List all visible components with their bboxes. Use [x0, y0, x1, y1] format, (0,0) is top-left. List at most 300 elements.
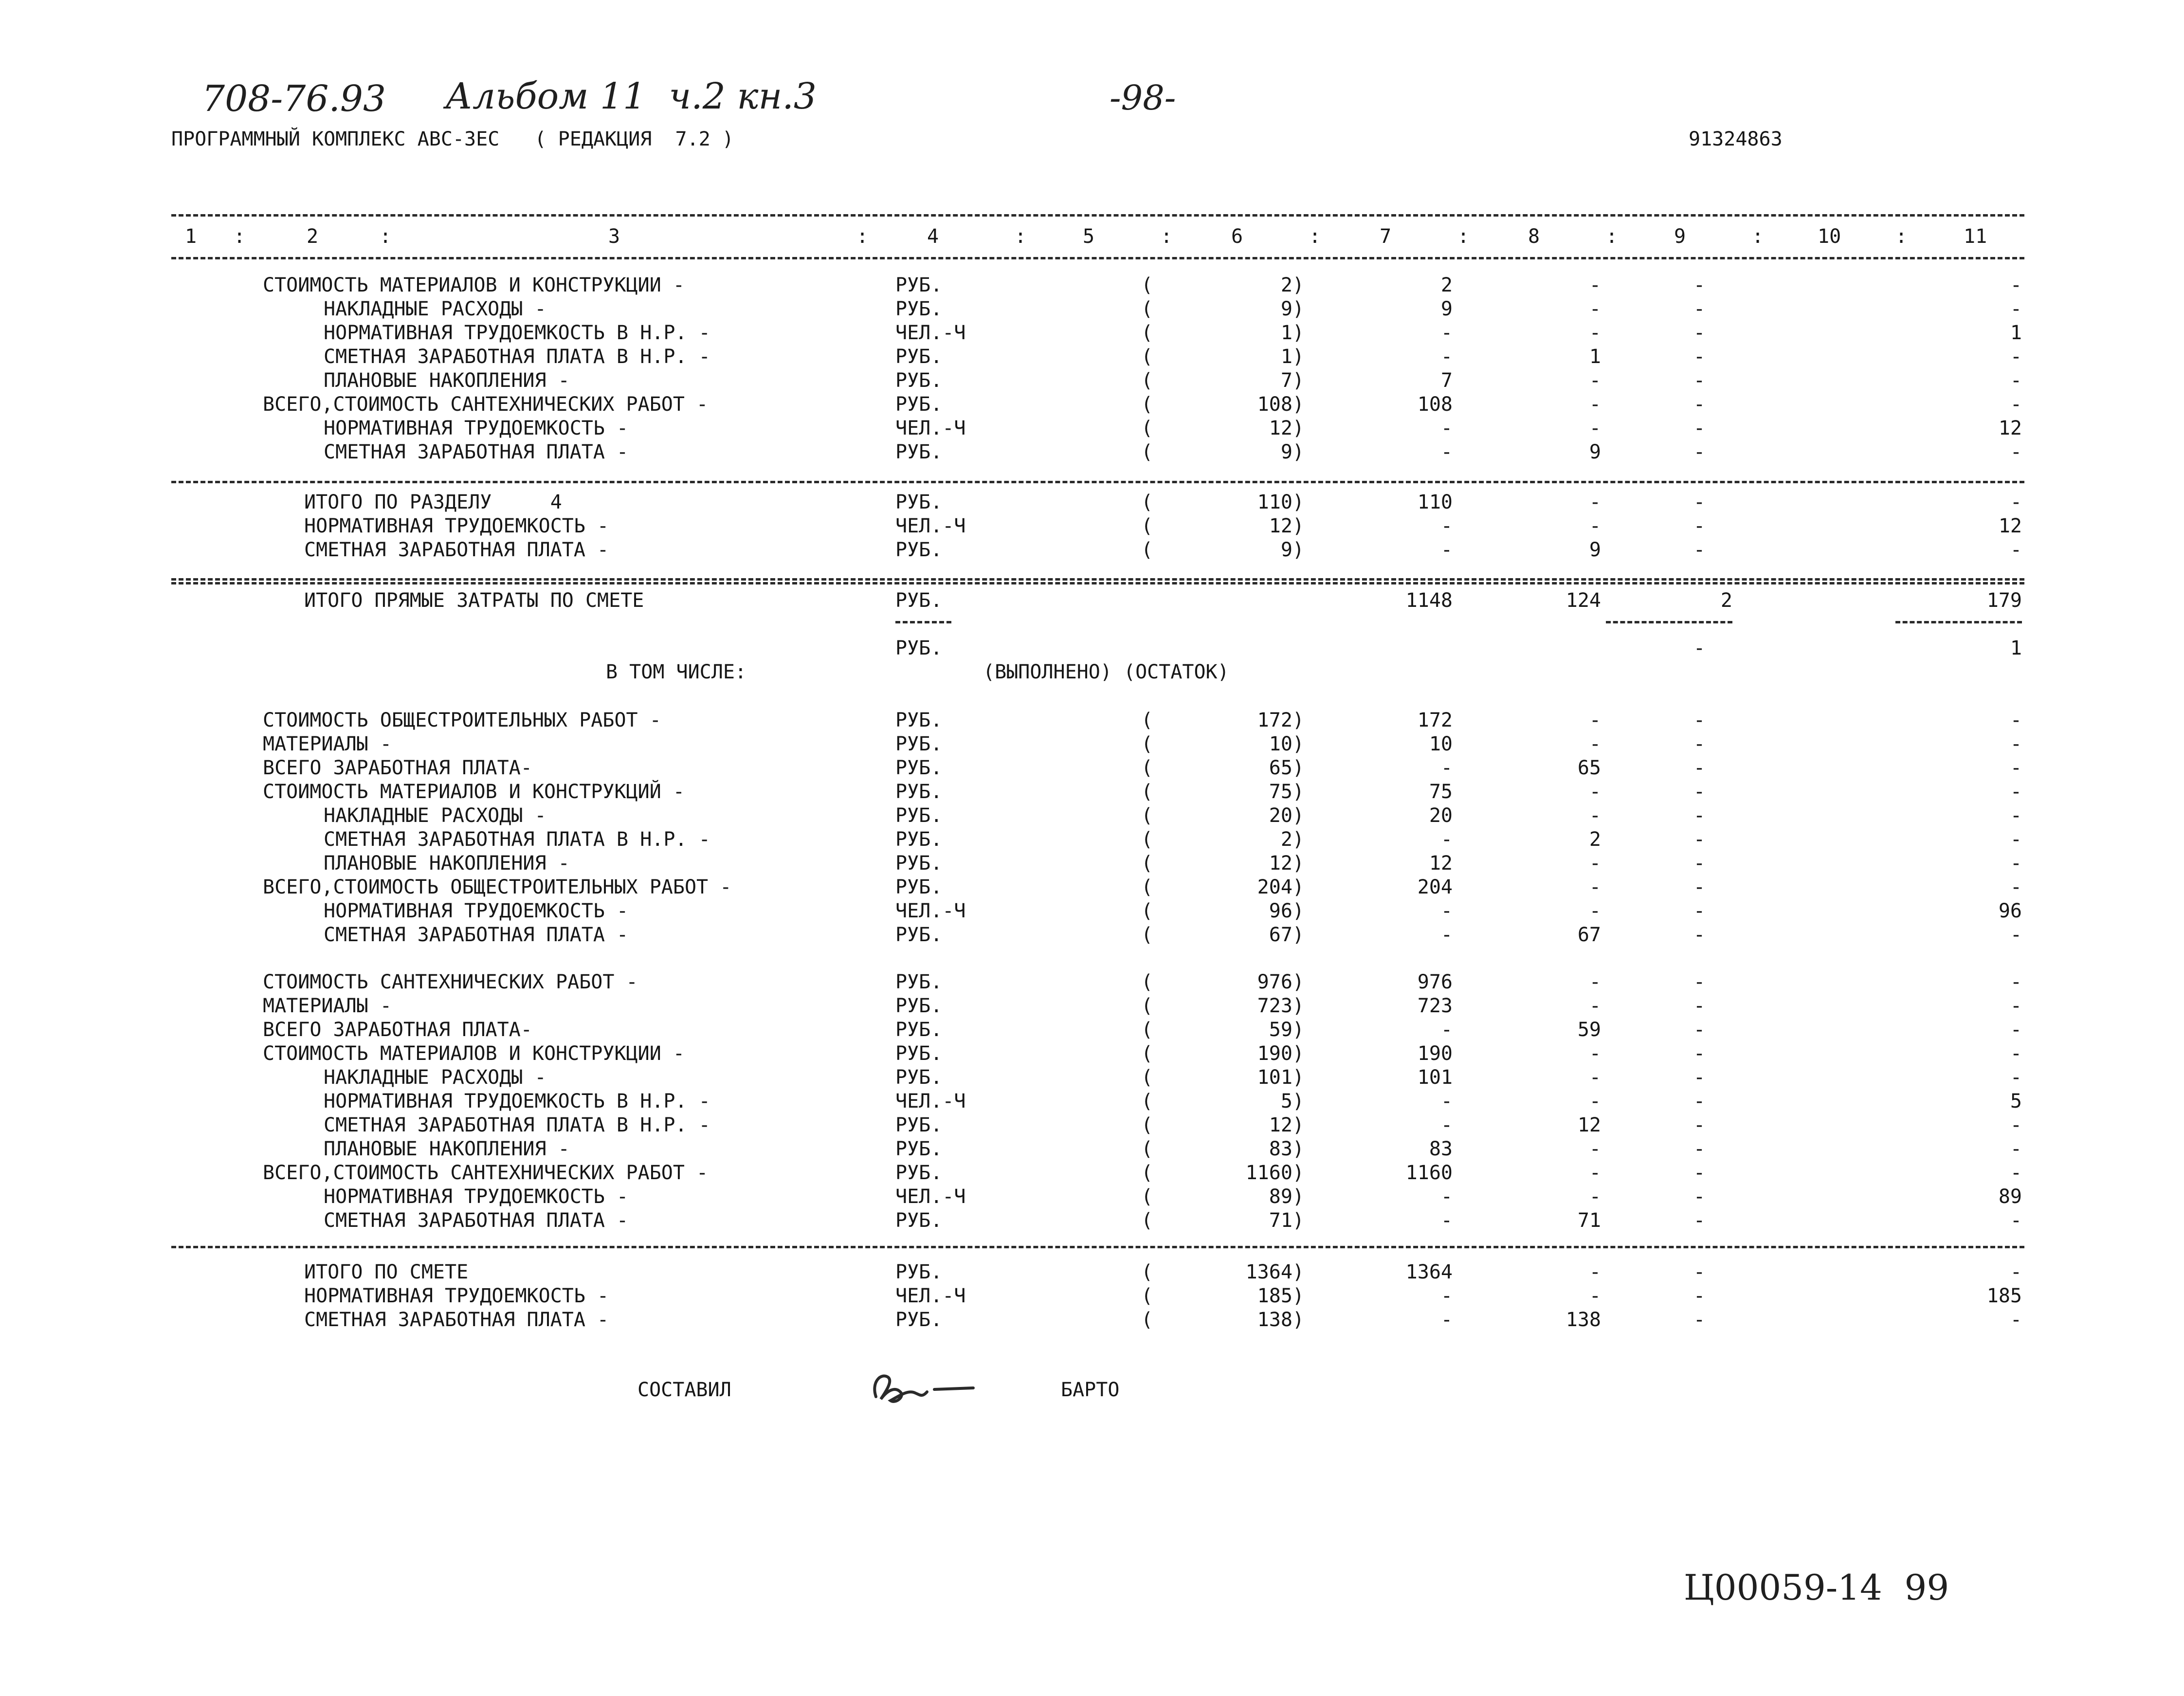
header-rule-bottom — [171, 257, 2024, 259]
cell-col11: 1 — [2010, 322, 2022, 344]
open-paren: ( — [1141, 539, 1153, 561]
cell-col9: - — [1693, 1309, 1706, 1331]
row-unit: ЧЕЛ.-Ч — [895, 417, 966, 439]
table-row — [0, 1284, 2184, 1308]
row-label: ИТОГО ПРЯМЫЕ ЗАТРАТЫ ПО СМЕТЕ — [304, 589, 644, 612]
cell-col9: - — [1693, 1209, 1706, 1232]
row-unit: РУБ. — [895, 995, 943, 1017]
direct-costs-row — [0, 589, 2184, 613]
table-row — [0, 297, 2184, 321]
column-separator: : — [856, 225, 869, 248]
cell-col9: - — [1693, 971, 1706, 993]
open-paren: ( — [1141, 1285, 1153, 1307]
cell-col9: - — [1693, 1185, 1706, 1208]
cell-col11: - — [2010, 971, 2022, 993]
cell-col6: 9) — [1280, 298, 1304, 320]
cell-col9: - — [1693, 1114, 1706, 1136]
open-paren: ( — [1141, 274, 1153, 296]
cell-col9: - — [1693, 491, 1706, 513]
cell-col9: - — [1693, 924, 1706, 946]
open-paren: ( — [1141, 369, 1153, 392]
row-label: СТОИМОСТЬ МАТЕРИАЛОВ И КОНСТРУКЦИИ - — [263, 274, 685, 296]
row-label: ПЛАНОВЫЕ НАКОПЛЕНИЯ - — [324, 1138, 570, 1160]
row-label: НОРМАТИВНАЯ ТРУДОЕМКОСТЬ - — [324, 900, 629, 922]
cell-col7: - — [1440, 1185, 1453, 1208]
cell-col11: - — [2010, 1019, 2022, 1041]
column-separator: : — [1606, 225, 1618, 248]
cell-col11: - — [2010, 924, 2022, 946]
row-unit: РУБ. — [895, 346, 943, 368]
cell-col7: 10 — [1429, 733, 1453, 755]
row-label: СМЕТНАЯ ЗАРАБОТНАЯ ПЛАТА - — [324, 1209, 629, 1232]
cell-col11: - — [2010, 876, 2022, 898]
header-rule-top — [171, 214, 2024, 217]
cell-col8: - — [1589, 274, 1601, 296]
cell-col9: - — [1693, 515, 1706, 537]
cell-col8: 12 — [1577, 1114, 1601, 1136]
row-label: НАКЛАДНЫЕ РАСХОДЫ - — [324, 1066, 546, 1089]
archive-stamp: Ц00059-14 99 — [1684, 1567, 1949, 1608]
cell-col9: - — [1693, 1138, 1706, 1160]
cell-col6: 976) — [1257, 971, 1304, 993]
cell-col8: - — [1589, 1090, 1601, 1112]
divider-rule — [1895, 621, 2022, 623]
row-unit: РУБ. — [895, 441, 943, 463]
cell-col11: - — [2010, 1162, 2022, 1184]
cell-col8: - — [1589, 876, 1601, 898]
cell-col11: - — [2010, 491, 2022, 513]
cell-col7: 723 — [1417, 995, 1453, 1017]
cell-col8: - — [1589, 1066, 1601, 1089]
executed-remaining-label: (ВЫПОЛНЕНО) (ОСТАТОК) — [983, 661, 1229, 683]
table-row — [0, 756, 2184, 780]
cell-col6: 1364) — [1245, 1261, 1304, 1283]
compiled-by-label: СОСТАВИЛ — [637, 1379, 731, 1401]
row-unit: РУБ. — [895, 1066, 943, 1089]
cell-col6: 10) — [1269, 733, 1304, 755]
cell-col9: - — [1693, 1019, 1706, 1041]
including-row — [0, 660, 2184, 684]
cell-col7: - — [1440, 1285, 1453, 1307]
cell-col8: - — [1589, 393, 1601, 416]
row-label: МАТЕРИАЛЫ - — [263, 995, 392, 1017]
cell-col9: - — [1693, 1090, 1706, 1112]
cell-col8: - — [1589, 369, 1601, 392]
row-unit: РУБ. — [895, 1162, 943, 1184]
cell-col9: - — [1693, 322, 1706, 344]
table-row — [0, 393, 2184, 417]
cell-col8: - — [1589, 781, 1601, 803]
cell-col11: - — [2010, 995, 2022, 1017]
row-unit: РУБ. — [895, 539, 943, 561]
cell-col11: 89 — [1998, 1185, 2022, 1208]
table-row — [0, 1308, 2184, 1332]
cell-col7: - — [1440, 1090, 1453, 1112]
cell-col8: 9 — [1589, 441, 1601, 463]
cell-col6: 172) — [1257, 709, 1304, 731]
cell-col8: 71 — [1577, 1209, 1601, 1232]
row-unit: РУБ. — [895, 1019, 943, 1041]
cell-col11: - — [2010, 393, 2022, 416]
row-label: СМЕТНАЯ ЗАРАБОТНАЯ ПЛАТА В Н.Р. - — [324, 828, 710, 851]
cell-col6: 71) — [1269, 1209, 1304, 1232]
cell-col9: - — [1693, 828, 1706, 851]
document-code: 708-76.93 — [202, 78, 386, 120]
row-label: СМЕТНАЯ ЗАРАБОТНАЯ ПЛАТА - — [304, 539, 609, 561]
cell-col8: - — [1589, 1185, 1601, 1208]
divider-rule — [171, 582, 2024, 584]
cell-col6: 75) — [1269, 781, 1304, 803]
open-paren: ( — [1141, 757, 1153, 779]
row-label: СТОИМОСТЬ МАТЕРИАЛОВ И КОНСТРУКЦИЙ - — [263, 781, 685, 803]
row-label: ПЛАНОВЫЕ НАКОПЛЕНИЯ - — [324, 369, 570, 392]
cell-col6: 185) — [1257, 1285, 1304, 1307]
row-label: НАКЛАДНЫЕ РАСХОДЫ - — [324, 804, 546, 827]
row-label: ИТОГО ПО РАЗДЕЛУ 4 — [304, 491, 562, 513]
cell-col9: - — [1693, 804, 1706, 827]
cell-col7: 9 — [1440, 298, 1453, 320]
cell-col8: 138 — [1565, 1309, 1601, 1331]
table-row — [0, 1260, 2184, 1284]
cell-col6: 108) — [1257, 393, 1304, 416]
cell-col7: 75 — [1429, 781, 1453, 803]
cell-col8: - — [1589, 804, 1601, 827]
cell-col7: 204 — [1417, 876, 1453, 898]
row-unit: РУБ. — [895, 393, 943, 416]
cell-col7: 172 — [1417, 709, 1453, 731]
row-label: СМЕТНАЯ ЗАРАБОТНАЯ ПЛАТА - — [304, 1309, 609, 1331]
table-row — [0, 852, 2184, 875]
cell-col11: - — [2010, 369, 2022, 392]
table-row — [0, 1137, 2184, 1161]
page-number: -98- — [1110, 78, 1176, 118]
table-row — [0, 994, 2184, 1018]
cell-col11: 185 — [1986, 1285, 2022, 1307]
table-row — [0, 923, 2184, 947]
cell-col7: - — [1440, 1114, 1453, 1136]
cell-col7: - — [1440, 900, 1453, 922]
cell-col9: - — [1693, 852, 1706, 875]
cell-col9: - — [1693, 417, 1706, 439]
cell-col6: 9) — [1280, 441, 1304, 463]
row-unit: РУБ. — [895, 1114, 943, 1136]
cell-col11: - — [2010, 733, 2022, 755]
table-row — [0, 780, 2184, 804]
cell-col11: - — [2010, 852, 2022, 875]
row-unit: ЧЕЛ.-Ч — [895, 1285, 966, 1307]
open-paren: ( — [1141, 322, 1153, 344]
cell-col9: - — [1693, 369, 1706, 392]
cell-col7: 7 — [1440, 369, 1453, 392]
cell-col9: - — [1693, 1042, 1706, 1065]
row-unit: РУБ. — [895, 369, 943, 392]
cell-col6: 7) — [1280, 369, 1304, 392]
row-label: НОРМАТИВНАЯ ТРУДОЕМКОСТЬ - — [324, 417, 629, 439]
cell-col8: - — [1589, 709, 1601, 731]
cell-col6: 2) — [1280, 274, 1304, 296]
cell-col6: 190) — [1257, 1042, 1304, 1065]
open-paren: ( — [1141, 709, 1153, 731]
document-id: 91324863 — [1689, 128, 1783, 150]
open-paren: ( — [1141, 1066, 1153, 1089]
cell-col9: - — [1693, 441, 1706, 463]
open-paren: ( — [1141, 298, 1153, 320]
row-unit: РУБ. — [895, 971, 943, 993]
cell-col7: 1160 — [1405, 1162, 1453, 1184]
cell-col6: 723) — [1257, 995, 1304, 1017]
row-label: ВСЕГО,СТОИМОСТЬ САНТЕХНИЧЕСКИХ РАБОТ - — [263, 393, 709, 416]
row-label: НОРМАТИВНАЯ ТРУДОЕМКОСТЬ - — [304, 1285, 609, 1307]
cell-col6: 1) — [1280, 322, 1304, 344]
row-unit: РУБ. — [895, 1042, 943, 1065]
cell-col8: - — [1589, 515, 1601, 537]
open-paren: ( — [1141, 1261, 1153, 1283]
open-paren: ( — [1141, 828, 1153, 851]
column-number: 9 — [1674, 225, 1686, 248]
row-unit: РУБ. — [895, 1209, 943, 1232]
row-unit: РУБ. — [895, 852, 943, 875]
cell-col7: 1364 — [1405, 1261, 1453, 1283]
cell-col11: - — [2010, 709, 2022, 731]
open-paren: ( — [1141, 515, 1153, 537]
column-number-row — [0, 225, 2184, 249]
cell-col6: 89) — [1269, 1185, 1304, 1208]
cell-col8: - — [1589, 900, 1601, 922]
cell-col11: - — [2010, 298, 2022, 320]
cell-col6: 12) — [1269, 515, 1304, 537]
row-label: МАТЕРИАЛЫ - — [263, 733, 392, 755]
table-row — [0, 1185, 2184, 1209]
cell-col9: - — [1693, 995, 1706, 1017]
cell-col9: - — [1693, 346, 1706, 368]
row-unit: РУБ. — [895, 924, 943, 946]
cell-col11: 5 — [2010, 1090, 2022, 1112]
cell-col9: - — [1693, 876, 1706, 898]
open-paren: ( — [1141, 1162, 1153, 1184]
row-unit: ЧЕЛ.-Ч — [895, 322, 966, 344]
cell-col7: 110 — [1417, 491, 1453, 513]
cell-col8: - — [1589, 733, 1601, 755]
table-row — [0, 538, 2184, 562]
row-label: ПЛАНОВЫЕ НАКОПЛЕНИЯ - — [324, 852, 570, 875]
cell-col7: - — [1440, 515, 1453, 537]
cell-col8: - — [1589, 995, 1601, 1017]
row-unit: РУБ. — [895, 804, 943, 827]
cell-col7: - — [1440, 441, 1453, 463]
divider-rule — [1606, 621, 1732, 623]
direct-costs-row-2 — [0, 637, 2184, 660]
cell-col11: - — [2010, 781, 2022, 803]
divider-rule — [171, 1246, 2024, 1248]
row-unit: ЧЕЛ.-Ч — [895, 900, 966, 922]
row-label: СТОИМОСТЬ ОБЩЕСТРОИТЕЛЬНЫХ РАБОТ - — [263, 709, 661, 731]
table-row — [0, 1113, 2184, 1137]
table-row — [0, 828, 2184, 852]
program-line: ПРОГРАММНЫЙ КОМПЛЕКС АВС-3ЕС ( РЕДАКЦИЯ 7.2 ) — [171, 128, 734, 150]
table-row — [0, 1090, 2184, 1113]
row-label: ИТОГО ПО СМЕТЕ — [304, 1261, 469, 1283]
cell-col7: 2 — [1440, 274, 1453, 296]
cell-col11: - — [2010, 1066, 2022, 1089]
cell-col9: - — [1693, 781, 1706, 803]
cell-col11: - — [2010, 346, 2022, 368]
column-number: 1 — [185, 225, 197, 248]
cell-col6: 20) — [1269, 804, 1304, 827]
row-unit: РУБ. — [895, 491, 943, 513]
column-number: 4 — [927, 225, 939, 248]
cell-col9: - — [1693, 298, 1706, 320]
cell-col7: 976 — [1417, 971, 1453, 993]
divider-rule — [895, 621, 951, 623]
cell-col7: 12 — [1429, 852, 1453, 875]
cell-col8: - — [1589, 1042, 1601, 1065]
column-number: 8 — [1528, 225, 1540, 248]
cell-col6: 9) — [1280, 539, 1304, 561]
column-separator: : — [1895, 225, 1908, 248]
row-unit: ЧЕЛ.-Ч — [895, 515, 966, 537]
column-number: 7 — [1380, 225, 1392, 248]
row-unit: РУБ. — [895, 637, 943, 659]
cell-col8: 1 — [1589, 346, 1601, 368]
cell-col6: 12) — [1269, 1114, 1304, 1136]
column-separator: : — [1161, 225, 1173, 248]
row-unit: РУБ. — [895, 589, 943, 612]
table-row — [0, 875, 2184, 899]
cell-col8: 65 — [1577, 757, 1601, 779]
cell-col6: 138) — [1257, 1309, 1304, 1331]
open-paren: ( — [1141, 995, 1153, 1017]
cell-col7: - — [1440, 1019, 1453, 1041]
cell-col11: 12 — [1998, 515, 2022, 537]
cell-col9: - — [1693, 1066, 1706, 1089]
cell-col6: 12) — [1269, 417, 1304, 439]
cell-col11: - — [2010, 441, 2022, 463]
row-label: СМЕТНАЯ ЗАРАБОТНАЯ ПЛАТА - — [324, 441, 629, 463]
cell-col7: 83 — [1429, 1138, 1453, 1160]
column-number: 11 — [1964, 225, 1987, 248]
cell-col7: - — [1440, 417, 1453, 439]
divider-rule — [171, 578, 2024, 581]
cell-col7: 20 — [1429, 804, 1453, 827]
cell-col8: 59 — [1577, 1019, 1601, 1041]
row-unit: РУБ. — [895, 1138, 943, 1160]
cell-col9: - — [1693, 393, 1706, 416]
column-number: 3 — [608, 225, 620, 248]
column-separator: : — [1752, 225, 1764, 248]
cell-col11: 179 — [1986, 589, 2022, 612]
cell-col6: 101) — [1257, 1066, 1304, 1089]
cell-col9: - — [1693, 733, 1706, 755]
cell-col9: - — [1693, 1285, 1706, 1307]
open-paren: ( — [1141, 1185, 1153, 1208]
row-label: НОРМАТИВНАЯ ТРУДОЕМКОСТЬ - — [324, 1185, 629, 1208]
cell-col8: - — [1589, 1261, 1601, 1283]
cell-col7: 190 — [1417, 1042, 1453, 1065]
compiler-name: БАРТО — [1061, 1379, 1120, 1401]
row-label: НОРМАТИВНАЯ ТРУДОЕМКОСТЬ В Н.Р. - — [324, 1090, 710, 1112]
open-paren: ( — [1141, 441, 1153, 463]
row-label: ВСЕГО,СТОИМОСТЬ САНТЕХНИЧЕСКИХ РАБОТ - — [263, 1162, 709, 1184]
column-separator: : — [1457, 225, 1470, 248]
cell-col11: - — [2010, 1138, 2022, 1160]
open-paren: ( — [1141, 1209, 1153, 1232]
cell-col11: - — [2010, 539, 2022, 561]
open-paren: ( — [1141, 393, 1153, 416]
cell-col7: - — [1440, 1309, 1453, 1331]
row-unit: РУБ. — [895, 274, 943, 296]
cell-col9: - — [1693, 637, 1706, 659]
open-paren: ( — [1141, 417, 1153, 439]
column-separator: : — [1309, 225, 1321, 248]
table-row — [0, 321, 2184, 345]
row-unit: РУБ. — [895, 1309, 943, 1331]
column-number: 6 — [1231, 225, 1243, 248]
cell-col8: - — [1589, 852, 1601, 875]
table-row — [0, 345, 2184, 369]
column-separator: : — [380, 225, 392, 248]
cell-col11: 96 — [1998, 900, 2022, 922]
row-unit: РУБ. — [895, 298, 943, 320]
cell-col11: 1 — [2010, 637, 2022, 659]
cell-col6: 2) — [1280, 828, 1304, 851]
cell-col6: 67) — [1269, 924, 1304, 946]
cell-col8: 124 — [1565, 589, 1601, 612]
cell-col9: - — [1693, 757, 1706, 779]
row-unit: ЧЕЛ.-Ч — [895, 1185, 966, 1208]
cell-col11: - — [2010, 828, 2022, 851]
cell-col7: 101 — [1417, 1066, 1453, 1089]
open-paren: ( — [1141, 876, 1153, 898]
cell-col6: 12) — [1269, 852, 1304, 875]
open-paren: ( — [1141, 1042, 1153, 1065]
row-unit: РУБ. — [895, 828, 943, 851]
cell-col7: - — [1440, 346, 1453, 368]
table-row — [0, 417, 2184, 440]
cell-col8: - — [1589, 1162, 1601, 1184]
open-paren: ( — [1141, 1114, 1153, 1136]
cell-col9: - — [1693, 274, 1706, 296]
cell-col7: 108 — [1417, 393, 1453, 416]
cell-col11: - — [2010, 757, 2022, 779]
cell-col8: - — [1589, 322, 1601, 344]
cell-col11: - — [2010, 1309, 2022, 1331]
cell-col8: - — [1589, 491, 1601, 513]
table-row — [0, 804, 2184, 828]
column-number: 5 — [1083, 225, 1095, 248]
cell-col6: 204) — [1257, 876, 1304, 898]
table-row — [0, 1018, 2184, 1042]
row-unit: РУБ. — [895, 757, 943, 779]
table-row — [0, 1209, 2184, 1233]
open-paren: ( — [1141, 1019, 1153, 1041]
cell-col11: - — [2010, 1261, 2022, 1283]
cell-col6: 65) — [1269, 757, 1304, 779]
row-label: СТОИМОСТЬ МАТЕРИАЛОВ И КОНСТРУКЦИИ - — [263, 1042, 685, 1065]
row-unit: РУБ. — [895, 781, 943, 803]
cell-col6: 1) — [1280, 346, 1304, 368]
open-paren: ( — [1141, 900, 1153, 922]
table-row — [0, 369, 2184, 393]
table-row — [0, 970, 2184, 994]
row-label: СТОИМОСТЬ САНТЕХНИЧЕСКИХ РАБОТ - — [263, 971, 638, 993]
row-label: НОРМАТИВНАЯ ТРУДОЕМКОСТЬ В Н.Р. - — [324, 322, 710, 344]
row-label: СМЕТНАЯ ЗАРАБОТНАЯ ПЛАТА - — [324, 924, 629, 946]
cell-col7: - — [1440, 828, 1453, 851]
cell-col8: - — [1589, 298, 1601, 320]
cell-col11: - — [2010, 274, 2022, 296]
cell-col9: 2 — [1720, 589, 1732, 612]
table-row — [0, 440, 2184, 464]
